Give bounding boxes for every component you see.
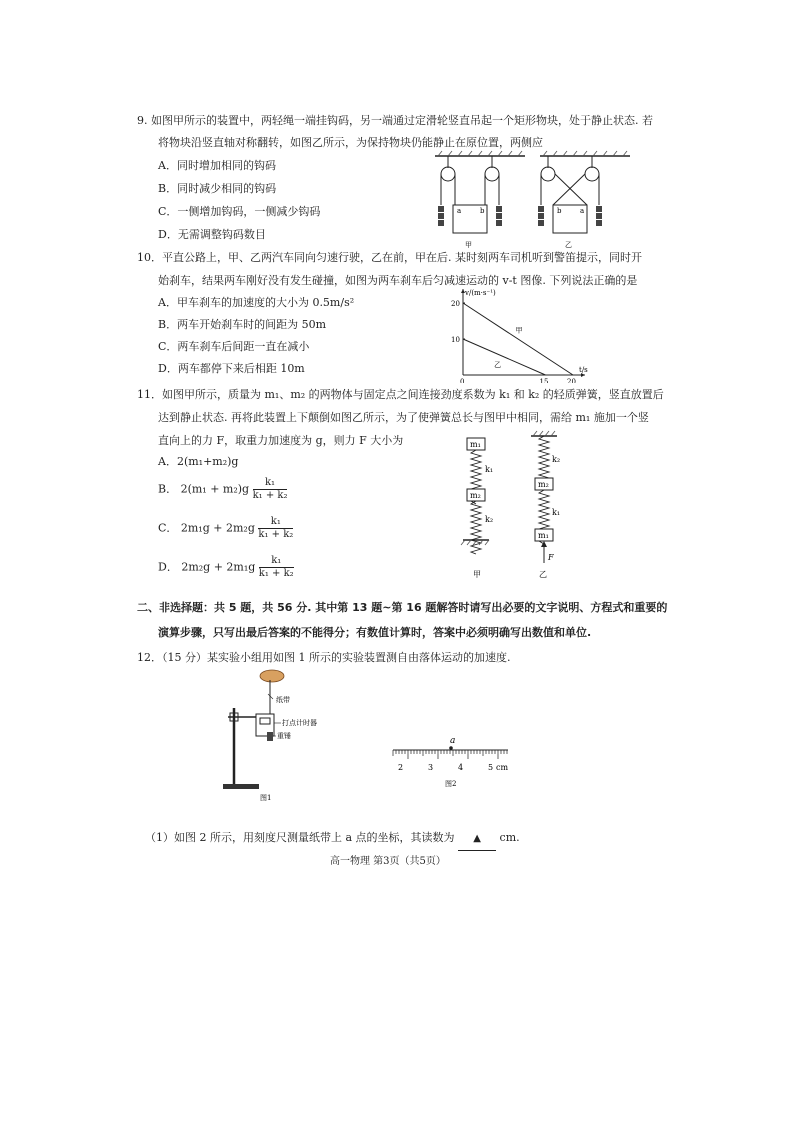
q11-jia-caption: 甲 bbox=[473, 570, 481, 579]
fig2-tick-3: 3 bbox=[428, 763, 434, 772]
q11-yi-k1: k₁ bbox=[552, 508, 561, 517]
q9-line1: 9. 如图甲所示的装置中，两轻绳一端挂钩码，另一端通过定滑轮竖直吊起一个矩形物块，处于静止状态. 若 bbox=[137, 114, 653, 127]
fig2-unit: cm bbox=[496, 763, 509, 772]
fraction-denominator: k₁ + k₂ bbox=[258, 568, 294, 579]
q11-yi-k2: k₂ bbox=[552, 455, 561, 464]
chart-series-label: 乙 bbox=[494, 361, 502, 370]
q11-jia-k2: k₂ bbox=[485, 515, 494, 524]
q12-figure2-ruler bbox=[390, 730, 520, 792]
fig1-weight-label: 重锤 bbox=[277, 732, 291, 740]
chart-y-tick-label: 20 bbox=[451, 300, 460, 308]
q11-yi-m2: m₂ bbox=[538, 480, 549, 489]
q11-option-b bbox=[158, 477, 287, 502]
q9-option-b: B．同时减少相同的钩码 bbox=[158, 182, 277, 195]
q9-fig-yi-a: a bbox=[580, 207, 585, 215]
fig2-caption: 图2 bbox=[445, 780, 457, 788]
q9-fig-jia-b: b bbox=[480, 207, 485, 215]
q11-option-d bbox=[158, 555, 294, 580]
q10-line1: 10．平直公路上，甲、乙两汽车同向匀速行驶，乙在前，甲在后. 某时刻两车司机听到警笛提示，同时开 bbox=[137, 251, 642, 264]
q9-fig-yi-b: b bbox=[557, 207, 562, 215]
q9-fig-jia-a: a bbox=[457, 207, 462, 215]
fig2-tick-5: 5 bbox=[488, 763, 494, 772]
q10-option-b: B．两车开始刹车时的间距为 50m bbox=[158, 318, 327, 331]
q11-line2: 达到静止状态. 再将此装置上下颠倒如图乙所示，为了使弹簧总长与图甲中相同，需给 m₁ 施加一个竖 bbox=[158, 411, 649, 424]
chart-series-line bbox=[463, 303, 573, 375]
fig1-tape-label: 纸带 bbox=[276, 696, 290, 704]
fig1-timer-label: 打点计时器 bbox=[282, 719, 317, 727]
q9-option-a: A．同时增加相同的钩码 bbox=[158, 159, 276, 172]
q9-line2: 将物块沿竖直轴对称翻转，如图乙所示，为保持物块仍能静止在原位置，两侧应 bbox=[158, 136, 543, 149]
q12-sub1-unit: cm. bbox=[499, 831, 520, 844]
q9-option-c: C．一侧增加钩码，一侧减少钩码 bbox=[158, 205, 321, 218]
fig2-point-a-label: a bbox=[450, 736, 456, 746]
q9-fig-yi-caption: 乙 bbox=[565, 241, 572, 249]
chart-series-line bbox=[463, 339, 546, 375]
q9-option-d: D．无需调整钩码数目 bbox=[158, 228, 266, 241]
section2-line1: 二、非选择题：共 5 题，共 56 分. 其中第 13 题~第 16 题解答时请写出必要的文字说明、方程式和重要的 bbox=[137, 601, 668, 614]
fig2-tick-2: 2 bbox=[398, 763, 404, 772]
q11-yi-force-label: F bbox=[548, 553, 554, 562]
fig1-caption: 图1 bbox=[260, 794, 272, 802]
hand-icon bbox=[260, 670, 284, 682]
chart-x-tick-label: 15 bbox=[539, 378, 549, 383]
fraction-numerator: k₁ bbox=[253, 477, 288, 490]
q11-option-c bbox=[158, 516, 293, 541]
q11-option-c-fraction bbox=[258, 516, 293, 541]
q10-option-a: A．甲车刹车的加速度的大小为 0.5m/s² bbox=[158, 296, 355, 309]
q11-option-b-fraction bbox=[253, 477, 288, 502]
fraction-denominator: k₁ + k₂ bbox=[252, 490, 288, 501]
q10-vt-chart bbox=[443, 283, 593, 383]
q11-figure-jia bbox=[461, 438, 493, 579]
chart-x-axis-label: t/s bbox=[579, 366, 588, 374]
q11-jia-k1: k₁ bbox=[485, 465, 494, 474]
q11-option-d-text: D． 2m₂g + 2m₁g bbox=[158, 560, 256, 574]
q12-figure1 bbox=[218, 668, 318, 808]
fraction-numerator: k₁ bbox=[258, 516, 293, 529]
q11-figure bbox=[455, 430, 595, 585]
q11-line3: 直向上的力 F，取重力加速度为 g，则力 F 大小为 bbox=[158, 434, 404, 447]
q11-yi-caption: 乙 bbox=[539, 570, 547, 579]
fraction-numerator: k₁ bbox=[259, 555, 294, 568]
chart-y-axis-label: v/(m·s⁻¹) bbox=[465, 289, 496, 297]
q10-option-d: D．两车都停下来后相距 10m bbox=[158, 362, 305, 375]
q11-option-d-fraction bbox=[259, 555, 294, 580]
q11-line1: 11．如图甲所示，质量为 m₁、m₂ 的两物体与固定点之间连接劲度系数为 k₁ 和 k₂ 的轻质弹簧，竖直放置后 bbox=[137, 388, 664, 401]
fig2-point-a bbox=[449, 746, 453, 750]
q11-yi-m1: m₁ bbox=[538, 531, 549, 540]
q11-figure-yi bbox=[531, 431, 560, 579]
q9-figure bbox=[430, 150, 635, 250]
chart-x-tick-label: 0 bbox=[460, 378, 465, 383]
section2-line2: 演算步骤，只写出最后答案的不能得分；有数值计算时，答案中必须明确写出数值和单位. bbox=[158, 626, 592, 639]
chart-y-tick-label: 10 bbox=[451, 336, 460, 344]
q12-sub1 bbox=[145, 827, 520, 851]
q12-answer-blank: ▲ bbox=[458, 828, 496, 851]
fraction-denominator: k₁ + k₂ bbox=[258, 529, 294, 540]
q9-figure-jia bbox=[435, 151, 525, 249]
q11-option-b-text: B． 2(m₁ + m₂)g bbox=[158, 482, 250, 496]
fig2-tick-4: 4 bbox=[458, 763, 464, 772]
q10-option-c: C．两车刹车后间距一直在减小 bbox=[158, 340, 310, 353]
q12-line1: 12．（15 分）某实验小组用如图 1 所示的实验装置测自由落体运动的加速度. bbox=[137, 651, 511, 664]
chart-x-tick-label: 20 bbox=[567, 378, 576, 383]
chart-series-label: 甲 bbox=[515, 326, 523, 335]
q10-line2: 始刹车，结果两车刚好没有发生碰撞，如图为两车刹车后匀减速运动的 v-t 图像. 下列说法正确的是 bbox=[158, 274, 638, 287]
q12-sub1-text: （1）如图 2 所示，用刻度尺测量纸带上 a 点的坐标，其读数为 bbox=[145, 831, 455, 844]
q11-jia-m2: m₂ bbox=[470, 491, 481, 500]
q9-fig-jia-caption: 甲 bbox=[465, 241, 472, 249]
q11-option-a: A．2(m₁+m₂)g bbox=[158, 455, 239, 468]
q9-figure-yi bbox=[538, 151, 630, 249]
page-footer: 高一物理 第3页（共5页） bbox=[330, 856, 446, 867]
q11-option-c-text: C． 2m₁g + 2m₂g bbox=[158, 521, 255, 535]
q11-jia-m1: m₁ bbox=[470, 440, 481, 449]
